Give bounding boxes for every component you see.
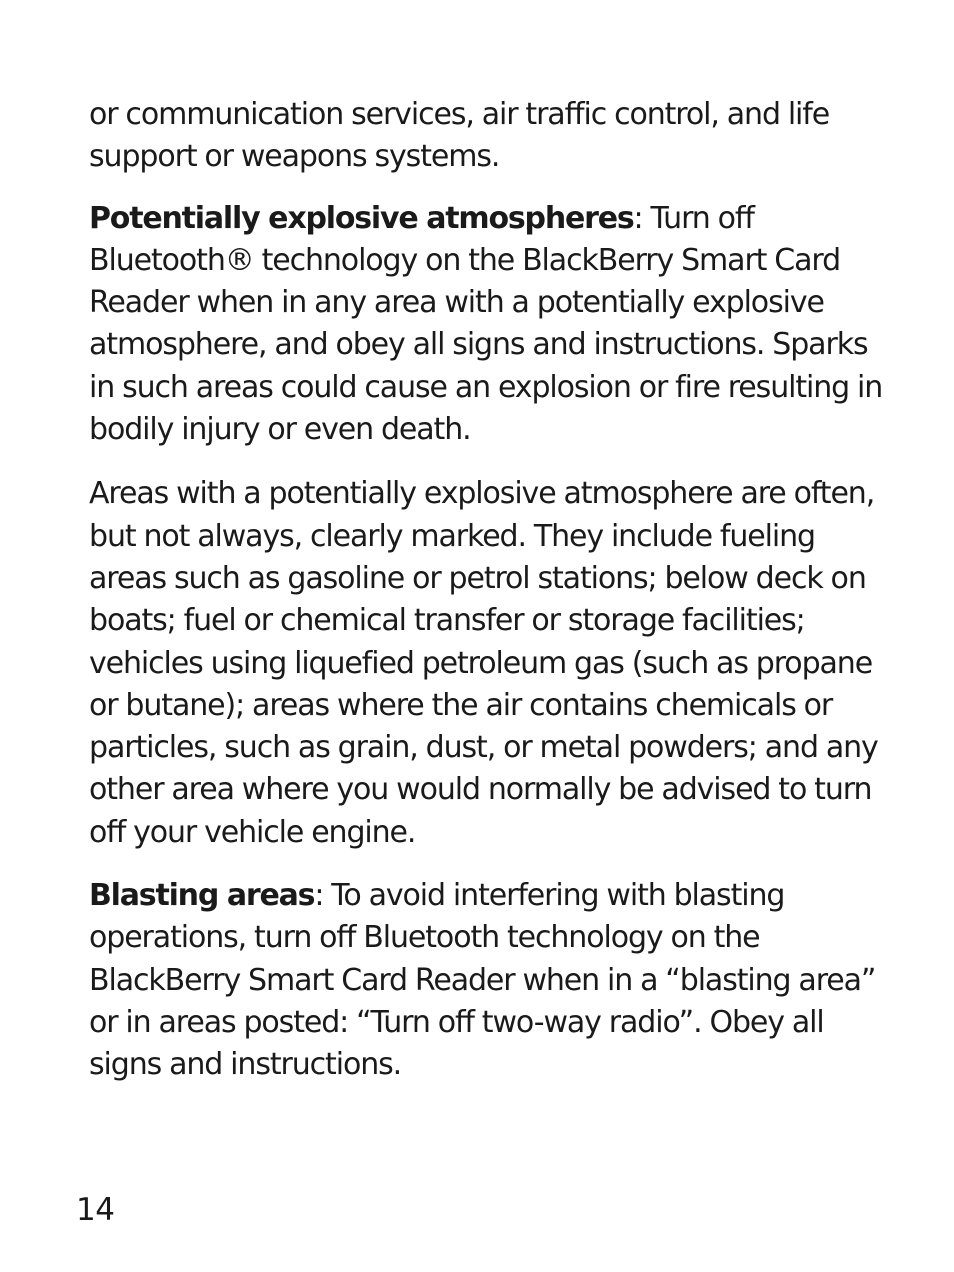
page-number: 14	[76, 1192, 115, 1228]
paragraph-text: Turn off Bluetooth® technology on the BlackBerry Smart Card Reader when in any area with a potentially explosive atmosphere, and obey all signs and instructions. Sparks in such areas could cause an explosion or fire resulting in bodily injury or even death.	[89, 200, 883, 448]
paragraph-text: or communication services, air traffic control, and life support or weapons systems.	[89, 97, 830, 175]
paragraph-text: To avoid interfering with blasting operations, turn off Bluetooth technology on the BlackBerry Smart Card Reader when in a “blasting area” or in areas posted: “Turn off two-way radio”. Obey all signs and instructions.	[89, 878, 876, 1083]
paragraph-explosive-atmospheres	[89, 198, 889, 452]
term-separator: :	[314, 878, 324, 914]
term-separator: :	[633, 200, 643, 236]
term-blasting-areas: Blasting areas	[89, 878, 315, 914]
paragraph-blasting-areas	[89, 875, 889, 1086]
paragraph-text: Areas with a potentially explosive atmosphere are often, but not always, clearly marked. They include fueling areas such as gasoline or petrol stations; below deck on boats; fuel or chemical transfer or storage facilities; vehicles using liquefied petroleum gas (such as propane or butane); areas where the air contains chemicals or particles, such as grain, dust, or metal powders; and any other area where you would normally be advised to turn off your vehicle engine.	[89, 476, 878, 850]
term-explosive-atmospheres: Potentially explosive atmospheres	[89, 200, 634, 236]
body-text	[89, 94, 889, 1108]
paragraph-explosive-areas	[89, 473, 889, 854]
paragraph-systems-continuation	[89, 94, 889, 179]
